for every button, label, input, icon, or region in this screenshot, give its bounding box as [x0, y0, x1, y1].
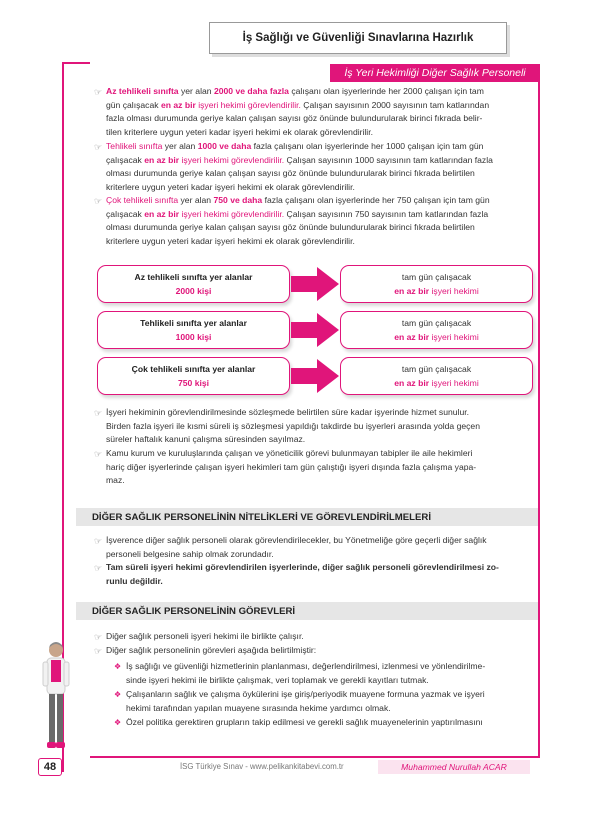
section2-bullet-1: Diğer sağlık personeli işyeri hekimi ile birlikte çalışır.: [106, 631, 304, 641]
hand-pointer-icon: ☞: [94, 196, 103, 206]
section1-bullet-2: Tam süreli işyeri hekimi görevlendirilen işyerlerinde, diğer sağlık personeli görevlendirilmesi zo- runlu değildir.: [106, 562, 499, 586]
hand-pointer-icon: ☞: [94, 536, 103, 546]
diamond-bullet-icon: ❖: [114, 718, 122, 727]
arrow-right-icon: [291, 313, 339, 347]
footer-site: İSG Türkiye Sınav - www.pelikankitabevi.com.tr: [180, 762, 344, 771]
diagram-right-box-3: tam gün çalışacak en az bir işyeri hekimi: [340, 357, 533, 395]
arrow-right-icon: [291, 359, 339, 393]
duty-item-3: Özel politika gerektiren grupların takip edilmesi ve gerekli sağlık muayenelerinin yaptırılmasını: [126, 717, 483, 727]
diagram-right-box-2: tam gün çalışacak en az bir işyeri hekimi: [340, 311, 533, 349]
page-number: 48: [38, 758, 62, 776]
section1-bullet-1: İşverence diğer sağlık personeli olarak görevlendirilecekler, bu Yönetmeliğe göre geçerli diğer sağlık personeli belgesine sahip olmak zorundadır.: [106, 535, 487, 559]
hand-pointer-icon: ☞: [94, 563, 103, 573]
diamond-bullet-icon: ❖: [114, 690, 122, 699]
note-paragraph-2: Kamu kurum ve kuruluşlarında çalışan ve yöneticilik görevi bulunmayan tabipler ile aile hekimleri hariç diğer işyerlerinde çalışan işyeri hekimleri tam gün çalıştığı işyeri dışında fazla çalışma yapa- maz.: [106, 448, 477, 486]
diagram-right-box-1: tam gün çalışacak en az bir işyeri hekimi: [340, 265, 533, 303]
section-heading-duties: DİĞER SAĞLIK PERSONELİNİN GÖREVLERİ: [76, 602, 538, 620]
page-frame-bottom: [90, 756, 540, 758]
intro-paragraph-3: Çok tehlikeli sınıfta yer alan 750 ve daha fazla çalışanı olan işyerlerinde her 750 çalışan için tam gün çalışacak en az bir işyeri hekimi görevlendirilir. Çalışan sayısının 750 sayısının tam katlarından fazla olması durumunda geriye kalan çalışan sayısı göz önünde bulundurularak birinci fıkrada belirtilen kriterlere uygun yeteri kadar işyeri hekimi ek olarak görevlendirilir.: [106, 195, 490, 246]
diagram-left-box-1: Az tehlikeli sınıfta yer alanlar 2000 kişi: [97, 265, 290, 303]
note-paragraph-1: İşyeri hekiminin görevlendirilmesinde sözleşmede belirtilen süre kadar işyerinde hizmet sunulur. Birden fazla işyeri ile kısmi süreli iş sözleşmesi yapıldığı takdirde bu işyerleri arasında yolda geçen süreler haftalık kanuni çalışma süresinden sayılmaz.: [106, 407, 480, 445]
footer-author: Muhammed Nurullah ACAR: [378, 760, 530, 774]
diagram-left-box-3: Çok tehlikeli sınıfta yer alanlar 750 kişi: [97, 357, 290, 395]
page-frame-right: [538, 66, 540, 756]
chapter-subtitle: İş Yeri Hekimliği Diğer Sağlık Personeli: [330, 64, 540, 82]
diamond-bullet-icon: ❖: [114, 662, 122, 671]
hand-pointer-icon: ☞: [94, 87, 103, 97]
duty-item-1: İş sağlığı ve güvenliği hizmetlerinin planlanması, değerlendirilmesi, izlenmesi ve yönlendirilme- sinde işyeri hekimi ile birlikte çalışmak, veri toplamak ve gerekli kayıtları tutmak.: [126, 661, 486, 685]
section2-bullet-2: Diğer sağlık personelinin görevleri aşağıda belirtilmiştir:: [106, 645, 317, 655]
hand-pointer-icon: ☞: [94, 142, 103, 152]
hand-pointer-icon: ☞: [94, 646, 103, 656]
intro-paragraph-1: Az tehlikeli sınıfta yer alan 2000 ve daha fazla çalışanı olan işyerlerinde her 2000 çalışan için tam gün çalışacak en az bir işyeri hekimi görevlendirilir. Çalışan sayısının 2000 sayısının tam katlarından fazla olması durumunda geriye kalan çalışan sayısı göz önünde bulundurularak birinci fıkrada belir- tilen kriterlere uygun yeteri kadar işyeri hekimi ek olarak görevlendirilir.: [106, 86, 490, 137]
hand-pointer-icon: ☞: [94, 632, 103, 642]
doctor-figure-icon: [40, 640, 70, 758]
intro-paragraph-2: Tehlikeli sınıfta yer alan 1000 ve daha fazla çalışanı olan işyerlerinde her 1000 çalışan için tam gün çalışacak en az bir işyeri hekimi görevlendirilir. Çalışan sayısının 1000 sayısının tam katlarından fazla olması durumunda geriye kalan çalışan sayısı göz önünde bulundurularak birinci fıkrada belirtilen kriterlere uygun yeteri kadar işyeri hekimi ek olarak görevlendirilir.: [106, 141, 493, 192]
arrow-right-icon: [291, 267, 339, 301]
duty-item-2: Çalışanların sağlık ve çalışma öykülerini işe giriş/periyodik muayene formuna yazmak ve işyeri hekimi tarafından yapılan muayene sırasında hekime yardımcı olmak.: [126, 689, 485, 713]
section-heading-qualifications: DİĞER SAĞLIK PERSONELİNİN NİTELİKLERİ VE GÖREVLENDİRİLMELERİ: [76, 508, 538, 526]
page-title: İş Sağlığı ve Güvenliği Sınavlarına Hazırlık: [209, 22, 507, 54]
page-frame-top: [62, 62, 90, 64]
hand-pointer-icon: ☞: [94, 449, 103, 459]
diagram-left-box-2: Tehlikeli sınıfta yer alanlar 1000 kişi: [97, 311, 290, 349]
hand-pointer-icon: ☞: [94, 408, 103, 418]
